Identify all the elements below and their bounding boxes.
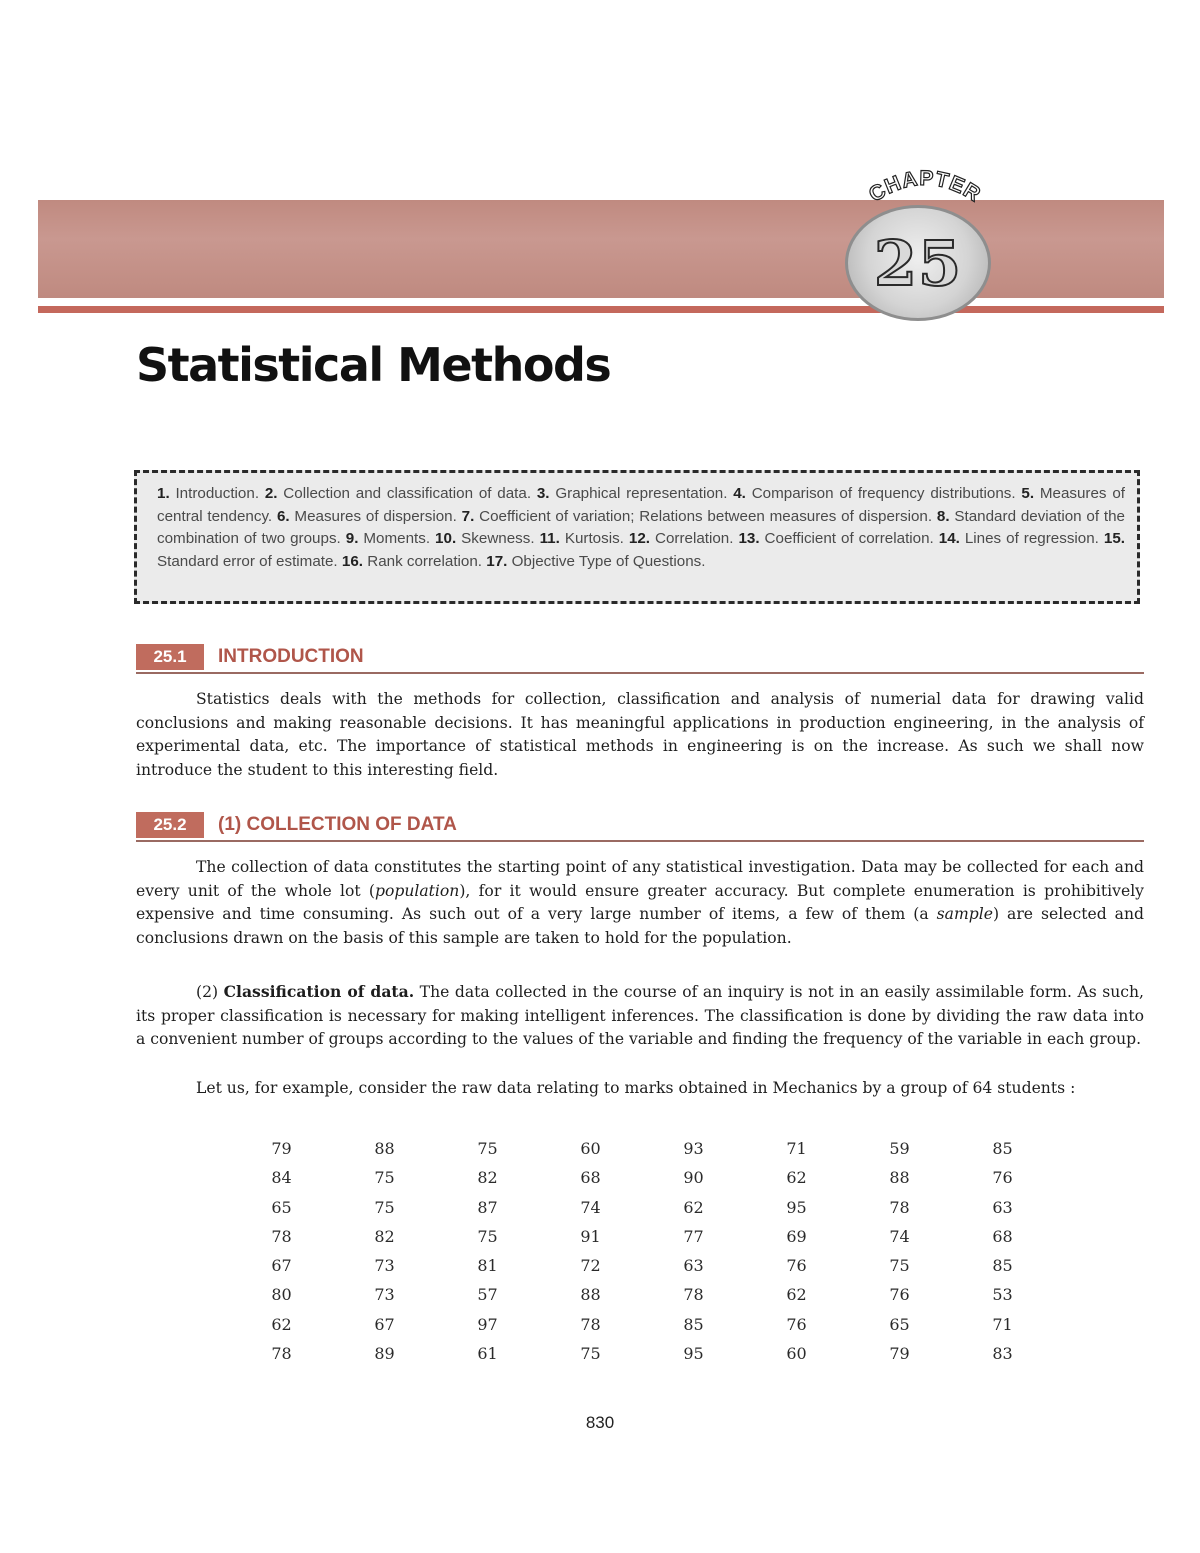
marks-cell: 78: [889, 1197, 910, 1217]
marks-cell: 79: [889, 1344, 910, 1364]
marks-cell: 61: [477, 1344, 498, 1364]
marks-cell: 57: [477, 1285, 498, 1305]
marks-cell: 76: [786, 1256, 807, 1276]
contents-item-text: Introduction.: [169, 485, 265, 502]
marks-cell: 67: [271, 1256, 292, 1276]
chapter-contents-box: [134, 470, 1140, 604]
marks-cell: 68: [992, 1226, 1013, 1246]
section-number: 25.2: [136, 812, 204, 838]
contents-item-text: Objective Type of Questions.: [507, 552, 706, 570]
section-heading-introduction: [136, 644, 1144, 674]
marks-cell: 97: [477, 1314, 498, 1334]
marks-cell: 85: [992, 1139, 1013, 1158]
marks-cell: 65: [271, 1197, 292, 1217]
contents-item-number: 2.: [264, 485, 278, 502]
marks-cell: 81: [477, 1256, 498, 1276]
contents-item-number: 12.: [628, 530, 650, 547]
marks-cell: 76: [889, 1285, 910, 1305]
contents-item-number: 8.: [936, 507, 950, 525]
marks-cell: 60: [786, 1344, 807, 1364]
chapter-number-badge: [845, 205, 991, 321]
contents-item-number: 16.: [341, 552, 363, 570]
banner-rule: [38, 306, 1164, 313]
marks-cell: 88: [374, 1139, 395, 1158]
marks-cell: 75: [477, 1139, 498, 1158]
svg-text:CHAPTER: CHAPTER: [865, 166, 985, 207]
contents-item-text: Coefficient of variation; Relations between measures of dispersion.: [474, 507, 937, 525]
marks-cell: 93: [683, 1139, 704, 1158]
marks-cell: 82: [477, 1168, 498, 1188]
contents-item-text: Standard error of estimate.: [157, 552, 342, 570]
marks-cell: 85: [683, 1314, 704, 1334]
contents-item-number: 3.: [536, 485, 550, 502]
marks-cell: 84: [271, 1168, 292, 1188]
contents-item-text: Correlation.: [650, 530, 739, 547]
marks-cell: 60: [580, 1139, 601, 1158]
marks-cell: 74: [889, 1226, 910, 1246]
contents-item-text: Collection and classification of data.: [277, 485, 537, 502]
example-intro-paragraph: Let us, for example, consider the raw data relating to marks obtained in Mechanics by a group of 64 students :: [196, 1079, 1076, 1097]
marks-cell: 76: [992, 1168, 1013, 1188]
page-number: 830: [585, 1413, 615, 1432]
marks-cell: 72: [580, 1256, 601, 1276]
contents-item-text: Coefficient of correlation.: [759, 530, 939, 547]
marks-cell: 76: [786, 1314, 807, 1334]
marks-cell: 80: [271, 1285, 292, 1305]
contents-item-text: Comparison of frequency distributions.: [745, 485, 1022, 502]
chapter-title: Statistical Methods: [136, 338, 611, 392]
marks-cell: 88: [580, 1285, 601, 1305]
chapter-contents-list: [157, 483, 1125, 573]
marks-cell: 73: [374, 1256, 395, 1276]
marks-cell: 67: [374, 1314, 395, 1334]
marks-cell: 87: [477, 1197, 498, 1217]
contents-item-number: 9.: [345, 530, 359, 547]
marks-cell: 62: [271, 1314, 292, 1334]
contents-item-text: Lines of regression.: [959, 530, 1104, 547]
classification-paragraph: (2) Classification of data. The data collected in the course of an inquiry is not in an easily assimilable form. As such, its proper classification is necessary for making intelligent inferences. The classification is done by dividing the raw data into a convenient number of groups according to the values of the variable and finding the frequency of the variable in each group.: [136, 982, 1144, 1048]
marks-cell: 73: [374, 1285, 395, 1305]
intro-paragraph: Statistics deals with the methods for collection, classification and analysis of numerial data for drawing valid conclusions and making reasonable decisions. It has meaningful applications in production engineering, in the analysis of experimental data, etc. The importance of statistical methods in engineering is on the increase. As such we shall now introduce the student to this interesting field.: [136, 690, 1144, 779]
section-heading-collection: [136, 812, 1144, 842]
contents-item-number: 11.: [539, 530, 560, 547]
contents-item-text: Kurtosis.: [559, 530, 629, 547]
marks-cell: 75: [374, 1197, 395, 1217]
marks-cell: 75: [889, 1256, 910, 1276]
chapter-banner: [38, 200, 1164, 298]
marks-cell: 62: [786, 1285, 807, 1305]
contents-item-text: Measures of dispersion.: [289, 507, 462, 525]
contents-item-text: Skewness.: [456, 530, 540, 547]
collection-paragraph: The collection of data constitutes the starting point of any statistical investigation. Data may be collected for each and every unit of the whole lot (population), for it would ensure greater accuracy. But complete enumeration is prohibitively expensive and time consuming. As such out of a very large number of items, a few of them (a sample) are selected and conclusions drawn on the basis of this sample are taken to hold for the population.: [136, 858, 1144, 947]
contents-item-number: 15.: [1103, 530, 1125, 547]
marks-cell: 59: [889, 1139, 910, 1158]
marks-cell: 65: [889, 1314, 910, 1334]
marks-cell: 75: [477, 1226, 498, 1246]
marks-cell: 75: [580, 1344, 601, 1364]
marks-cell: 62: [683, 1197, 704, 1217]
marks-cell: 75: [374, 1168, 395, 1188]
contents-item-text: Standard deviation of the combination of two groups.: [157, 507, 1126, 547]
marks-cell: 53: [992, 1285, 1013, 1305]
marks-cell: 63: [992, 1197, 1013, 1217]
contents-item-text: Graphical representation.: [549, 485, 734, 502]
marks-cell: 69: [786, 1226, 807, 1246]
contents-item-number: 6.: [276, 507, 290, 525]
contents-item-number: 17.: [486, 552, 508, 570]
marks-cell: 74: [580, 1197, 601, 1217]
marks-cell: 88: [889, 1168, 910, 1188]
marks-cell: 78: [683, 1285, 704, 1305]
marks-cell: 91: [580, 1226, 601, 1246]
contents-item-number: 14.: [938, 530, 960, 547]
marks-cell: 78: [580, 1314, 601, 1334]
marks-cell: 95: [683, 1344, 704, 1364]
section-title: (1) COLLECTION OF DATA: [218, 814, 457, 835]
marks-cell: 89: [374, 1344, 395, 1364]
contents-item-text: Rank correlation.: [363, 552, 487, 570]
section-number: 25.1: [136, 644, 204, 670]
marks-cell: 63: [683, 1256, 704, 1276]
marks-cell: 95: [786, 1197, 807, 1217]
contents-item-number: 5.: [1021, 485, 1035, 502]
marks-cell: 79: [271, 1139, 292, 1158]
marks-cell: 62: [786, 1168, 807, 1188]
marks-cell: 78: [271, 1226, 292, 1246]
contents-item-number: 13.: [738, 530, 760, 547]
marks-cell: 90: [683, 1168, 704, 1188]
marks-cell: 71: [992, 1314, 1013, 1334]
marks-cell: 83: [992, 1344, 1013, 1364]
marks-cell: 71: [786, 1139, 807, 1158]
contents-item-number: 1.: [157, 485, 170, 502]
marks-cell: 77: [683, 1226, 704, 1246]
contents-item-text: Measures of central tendency.: [157, 485, 1125, 525]
marks-cell: 85: [992, 1256, 1013, 1276]
section-title: INTRODUCTION: [218, 646, 364, 667]
marks-cell: 78: [271, 1344, 292, 1364]
contents-item-number: 7.: [461, 507, 475, 525]
marks-cell: 82: [374, 1226, 395, 1246]
chapter-number: 25: [873, 226, 963, 300]
marks-table: [230, 1134, 1050, 1368]
contents-item-number: 10.: [435, 530, 457, 547]
marks-cell: 68: [580, 1168, 601, 1188]
contents-item-text: Moments.: [358, 530, 436, 547]
contents-item-number: 4.: [733, 485, 746, 502]
